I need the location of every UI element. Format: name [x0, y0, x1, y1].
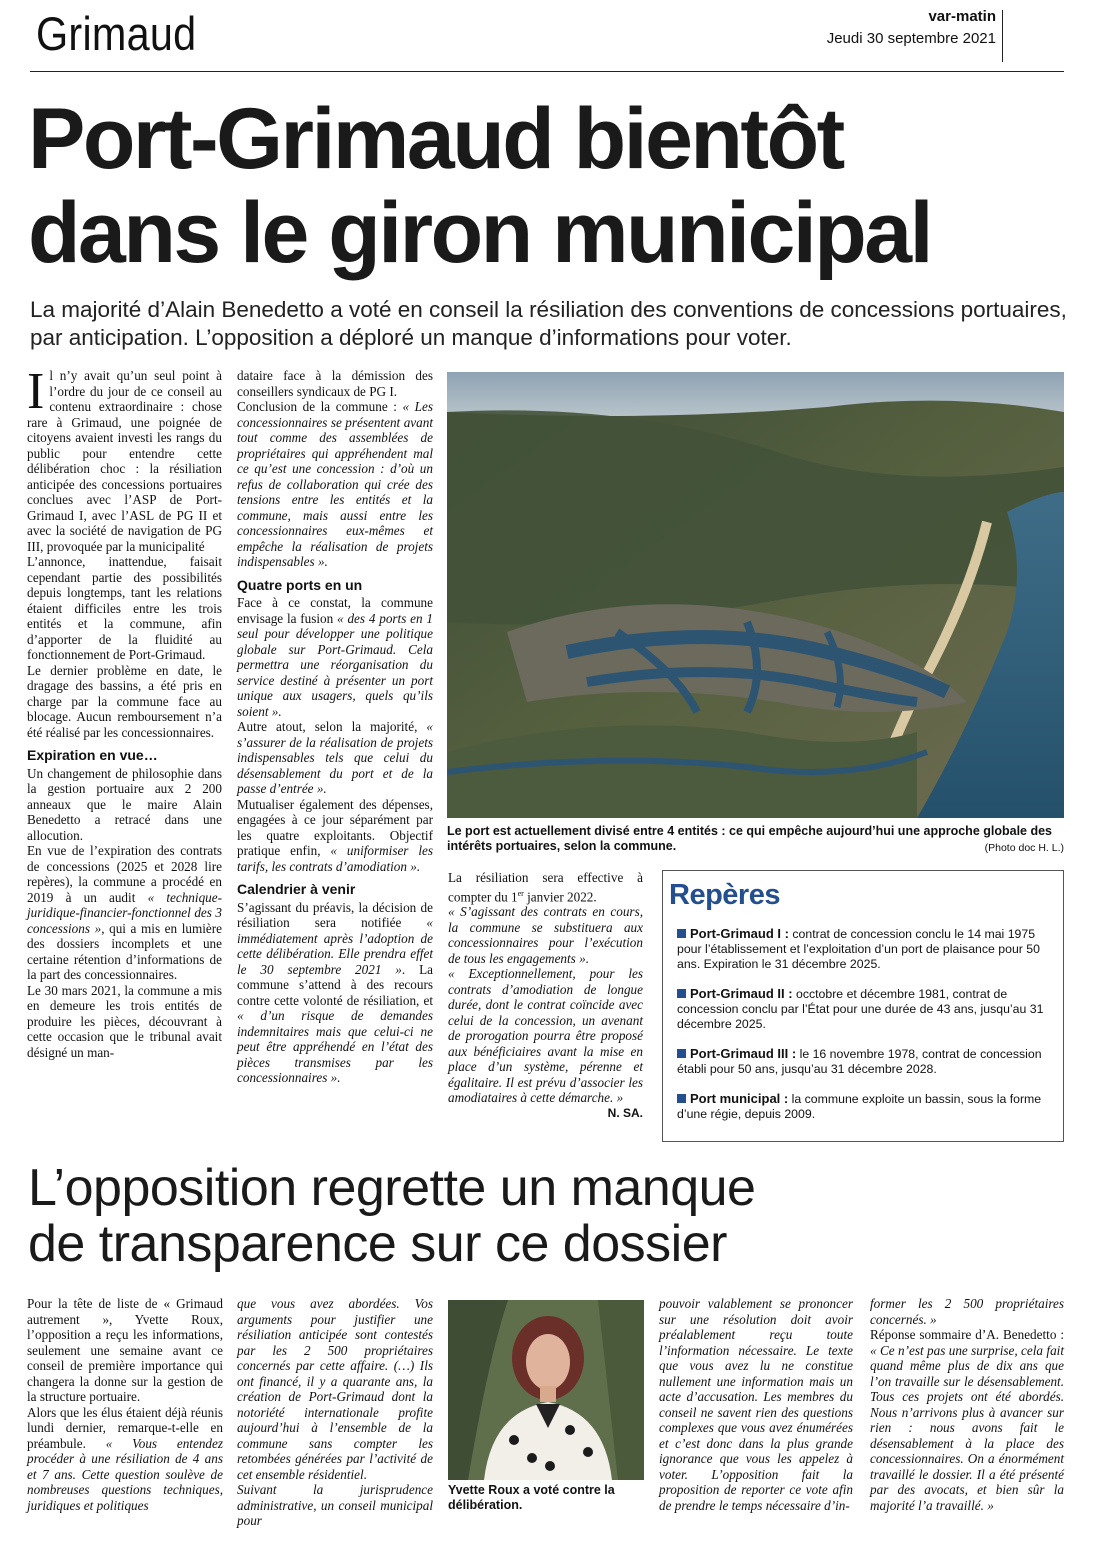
newspaper-name: var-matin	[928, 8, 996, 25]
square-bullet-icon	[677, 1049, 686, 1058]
paragraph	[27, 843, 222, 983]
paragraph	[237, 399, 433, 570]
text: En vue de l’expiration des contrats de concessions (2025 et 2028 lire repères), la commune a procédé en 2019 à un audit	[27, 843, 222, 905]
reperes-title: Repères	[669, 879, 780, 911]
portrait-caption: Yvette Roux a voté contre la délibération.	[448, 1483, 615, 1512]
text: Autre atout, selon la majorité,	[237, 719, 418, 734]
reperes-item	[677, 986, 1055, 1032]
quote: « immédiatement après l’adoption de cette délibération. Elle prendra effet le 30 septembre 2021 »	[237, 915, 434, 977]
text: S’agissant du préavis, la décision de résiliation sera notifiée	[237, 899, 433, 930]
text: Mutualiser également des dépenses, engagées à ce jour séparément par les quatre exploitants. Objectif pratique enfin,	[237, 796, 433, 858]
paragraph	[237, 900, 433, 1086]
paragraph: Pour la tête de liste de « Grimaud autrement », Yvette Roux, l’opposition a reçu les informations, seulement une semaine avant ce conseil de première importance qui changera la donne sur la gestion de la structure portuaire.	[27, 1296, 223, 1404]
paragraph	[237, 719, 433, 797]
quote: « S’agissant des contrats en cours, la commune se substituera aux concessionnaires pour l’exécution de tous les engagements ».	[448, 904, 643, 966]
portrait-photo	[448, 1300, 644, 1480]
masthead-divider	[1002, 10, 1003, 62]
text: Conclusion de la commune :	[237, 399, 397, 414]
reperes-item	[677, 1091, 1055, 1122]
quote: « d’un risque de demandes indemnitaires mais que celui-ci ne peut être appréhendé en l’état des pièces transmises par les concessionnaires ».	[237, 1008, 433, 1085]
section-name: Grimaud	[36, 7, 197, 60]
item-name: Port-Grimaud I :	[690, 926, 789, 941]
subheading: Quatre ports en un	[237, 576, 363, 593]
portrait-illustration	[448, 1300, 644, 1480]
text: Face à ce constat, la commune envisage la fusion	[237, 595, 433, 626]
quote: « Les concessionnaires se présentent avant tout comme des assemblées de propriétaires qui appréhendent mal ce qu’est une concession : d’où un refus de collaboration qui crée des tensions entre les entités et la commune, mais aussi entre les concessionnaires eux-mêmes et empêche la réalisation de projets indispensables ».	[237, 399, 433, 569]
article2-column-1	[27, 1296, 223, 1513]
reperes-item	[677, 926, 1055, 972]
quote: « technique-juridique-financier-fonctionnel des 3 concessions »	[27, 889, 223, 936]
quote: « Ce n’est pas une surprise, cela fait quand même plus de dix ans que l’on travaille sur le désensablement. Tous ces projets ont été abordés. Nous n’arrivons plus à avancer sur rien : nous avons fait le désensablement à la place des concessionnaires. On a énormément travaillé le dossier. Il a été présenté par des avocats, et bien sûr la majorité l’a travaillé. »	[870, 1342, 1064, 1513]
square-bullet-icon	[677, 929, 686, 938]
subheading: Expiration en vue…	[27, 747, 158, 763]
quote: que vous avez abordées. Vos arguments pour justifier une résiliation anticipée sont contestés par les 2 500 propriétaires concernés par cette affaire. (…) Ils ont financé, il y a quarante ans, la création de Port-Grimaud dont la notoriété internationale profite aujourd’hui à l’ensemble de la commune sans compter les retombées générées par l’activité de cet ensemble résidentiel.	[237, 1296, 433, 1482]
quote-paragraph	[237, 1296, 433, 1482]
paragraph: Le dernier problème en date, le dragage des bassins, a été pris en charge par la commune face au blocage. Aucun remboursement n’a été réalisé par les concessionnaires.	[27, 662, 222, 740]
article2-column-4	[870, 1296, 1064, 1513]
quote-paragraph	[448, 966, 643, 1106]
caption-text: Le port est actuellement divisé entre 4 entités : ce qui empêche aujourd’hui une approche globale des intérêts portuaires, selon la commune.	[447, 824, 1053, 853]
text: janvier 2022.	[523, 888, 597, 904]
paragraph	[448, 870, 643, 904]
quote: « Vous entendez procéder à une résiliation de 4 ans et 7 ans. Cette question soulève de nombreuses questions techniques, juridiques et politiques	[27, 1435, 223, 1513]
item-text: le 16 novembre 1978, contrat de concession établi pour 50 ans, jusqu’au 31 décembre 2028.	[677, 1047, 1042, 1076]
quote-paragraph	[659, 1296, 853, 1513]
quote: former les 2 500 propriétaires concernés. »	[870, 1296, 1064, 1327]
article1-column-2	[237, 368, 433, 1086]
dropcap: I	[27, 363, 45, 420]
text: Alors que les élus étaient déjà réunis lundi dernier, remarque-t-elle en préambule.	[27, 1404, 223, 1451]
article1-column-3	[448, 870, 643, 1121]
headline-line-1: L’opposition regrette un manque	[28, 1159, 756, 1217]
superscript: er	[517, 888, 524, 898]
photo-credit: (Photo doc H. L.)	[984, 842, 1064, 854]
text: Réponse sommaire d’A. Benedetto :	[870, 1327, 1064, 1342]
item-name: Port municipal :	[690, 1091, 789, 1106]
square-bullet-icon	[677, 989, 686, 998]
quote: pouvoir valablement se prononcer sur une résolution doit avoir préalablement reçu toute l’information nécessaire. Le texte que vous avez lu ne constitue nullement une information mais un acte d’accusation. Les membres du conseil ne savent rien des questions complexes que vous avez énumérées et c’est donc dans la plus grande ignorance que vous les appelez à voter. L’opposition fait la proposition de reporter ce vote afin de prendre le temps nécessaire d’in-	[659, 1296, 853, 1513]
author-signature: N. SA.	[607, 1105, 643, 1120]
paragraph	[27, 1405, 223, 1514]
item-text: contrat de concession conclu le 14 mai 1975 pour l’établissement et l’exploitation d’un port de plaisance pour 50 ans. Expiration le 31 décembre 2025.	[677, 927, 1040, 971]
text: La résiliation sera effective à compter du 1	[448, 870, 643, 904]
quote: « s’assurer de la réalisation de projets indispensables tels que celui du désensablement du port et de la passe d’entrée ».	[237, 719, 433, 796]
item-text: occtobre et décembre 1981, contrat de concession conclu par l’État pour une durée de 43 ans, jusqu’au 31 décembre 2025.	[677, 987, 1044, 1031]
text: , qui a mis en lumière des dossiers incomplets et une certaine rétention d’informations de la part des concessionnaires.	[27, 920, 223, 982]
top-rule	[30, 71, 1064, 72]
paragraph: L’annonce, inattendue, faisait cependant partie des possibilités depuis longtemps, tant les relations étaient difficiles entre les trois entités et la commune, afin d’apporter de la fluidité au fonctionnement de Port-Grimaud.	[27, 554, 222, 662]
paragraph	[237, 797, 433, 875]
headline-line-2: de transparence sur ce dossier	[28, 1215, 727, 1273]
paragraph	[870, 1327, 1064, 1513]
photo-caption	[447, 824, 1064, 856]
article2-column-2	[237, 1296, 433, 1529]
quote: « Exceptionnellement, pour les contrats d’amodiation de longue durée, dont le contrat coïncide avec celui de la concession, un avenant de prorogation pourra être proposé aux bénéficiaires avant la mise en place d’un système, pérenne et égalitaire. Il est prévu d’associer les amodiataires à cette démarche. »	[448, 966, 643, 1106]
publication-date: Jeudi 30 septembre 2021	[826, 30, 996, 47]
square-bullet-icon	[677, 1094, 686, 1103]
quote-paragraph	[448, 904, 643, 966]
paragraph: dataire face à la démission des conseillers syndicaux de PG I.	[237, 368, 433, 399]
item-name: Port-Grimaud III :	[690, 1046, 797, 1061]
quote: « uniformiser les tarifs, les contrats d’amodiation ».	[237, 843, 433, 874]
headline-line-2: dans le giron municipal	[28, 185, 931, 281]
article2-column-3	[659, 1296, 853, 1513]
paragraph: l n’y avait qu’un seul point à l’ordre du jour de ce conseil au contenu extraordinaire : chose rare à Grimaud, une poignée de citoyens avaient investi les rangs du public pour entendre cette délibération choc : la résiliation anticipée des concessions portuaires conclues avec l’ASP de Port-Grimaud I, avec l’ASL de PG II et avec la société de navigation de PG III, provoquée par la municipalité	[27, 368, 222, 554]
paragraph	[237, 595, 433, 719]
article1-column-1	[27, 363, 223, 1060]
item-name: Port-Grimaud II :	[690, 986, 793, 1001]
item-text: la commune exploite un bassin, sous la forme d’une régie, depuis 2009.	[677, 1092, 1042, 1121]
quote-paragraph	[870, 1296, 1064, 1327]
aerial-photo-illustration	[447, 372, 1064, 818]
paragraph: Un changement de philosophie dans la gestion portuaire aux 2 200 anneaux que le maire Alain Benedetto a retracé dans une allocution.	[27, 765, 222, 843]
main-headline	[28, 92, 1068, 280]
paragraph: Le 30 mars 2021, la commune a mis en demeure les trois entités de produire les pièces, découvrant à cette occasion que le tribunal avait désigné un man-	[27, 982, 222, 1060]
headline-line-1: Port-Grimaud bientôt	[28, 91, 843, 187]
quote: Suivant la jurisprudence administrative, un conseil municipal pour	[237, 1482, 433, 1528]
text: . La commune s’attend à des recours contre cette volonté de résiliation, et	[237, 961, 433, 1008]
reperes-item	[677, 1046, 1055, 1077]
quote-paragraph	[237, 1482, 433, 1529]
second-headline	[28, 1160, 1068, 1272]
aerial-photo	[447, 372, 1064, 818]
reperes-box	[662, 870, 1064, 1142]
lead-paragraph: La majorité d’Alain Benedetto a voté en conseil la résiliation des conventions de concessions portuaires, par anticipation. L’opposition a déploré un manque d’informations pour voter.	[30, 297, 1067, 350]
subheading: Calendrier à venir	[237, 881, 356, 897]
quote: « des 4 ports en 1 seul pour développer une politique globale sur Port-Grimaud. Cela permettra une réorganisation du service destiné à présenter un port unique aux usagers, quels qu’ils soient ».	[237, 610, 433, 719]
